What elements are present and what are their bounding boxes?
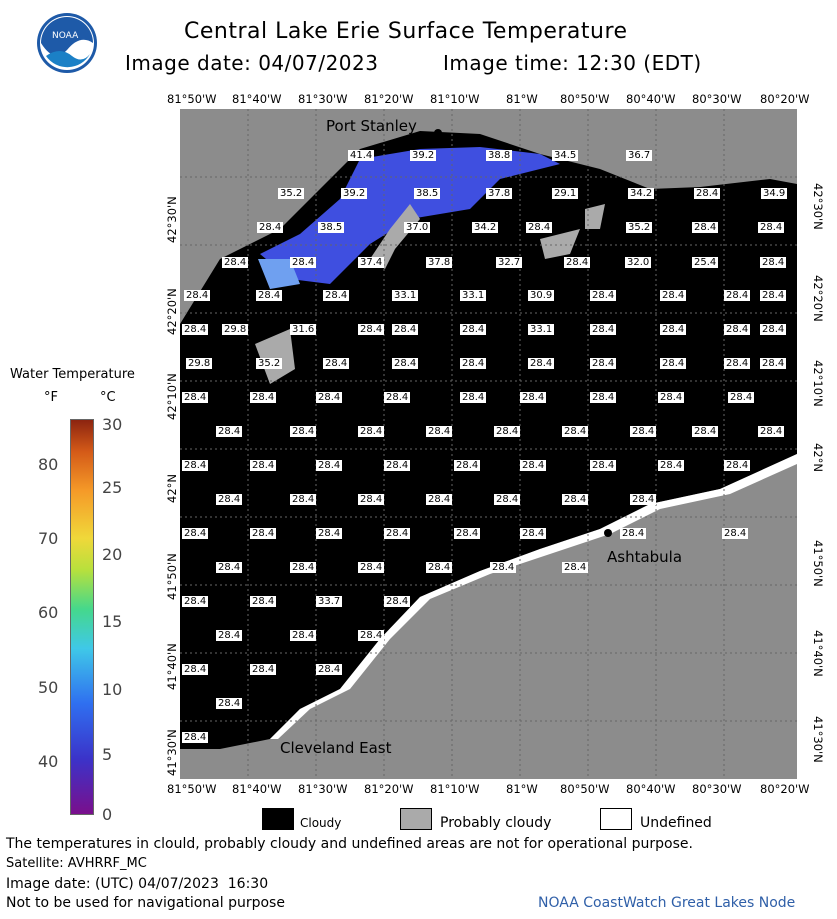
temperature-label: 28.4 <box>662 324 685 335</box>
temp-scale-title: Water Temperature <box>10 367 135 382</box>
temperature-label: 28.4 <box>632 494 655 505</box>
c-tick-label: 25 <box>102 478 123 497</box>
temperature-label: 28.4 <box>252 528 275 539</box>
temperature-label: 28.4 <box>724 528 747 539</box>
temperature-label: 28.4 <box>592 290 615 301</box>
temperature-label: 28.4 <box>496 494 519 505</box>
temperature-label: 28.4 <box>592 324 615 335</box>
temperature-label: 28.4 <box>184 664 207 675</box>
temperature-label: 28.4 <box>726 460 749 471</box>
lon-label-top: 81°40'W <box>232 92 282 106</box>
lon-label-bottom: 80°40'W <box>626 782 676 796</box>
lon-label-bottom: 81°30'W <box>298 782 348 796</box>
temperature-label: 28.4 <box>428 494 451 505</box>
lon-label-top: 80°50'W <box>560 92 610 106</box>
temperature-label: 28.4 <box>184 392 207 403</box>
lon-label-top: 81°10'W <box>430 92 480 106</box>
temperature-label: 28.4 <box>258 290 281 301</box>
temperature-label: 28.4 <box>218 562 241 573</box>
temperature-label: 29.8 <box>224 324 247 335</box>
lat-label-left: 41°40'N <box>165 643 179 690</box>
temperature-label: 28.4 <box>184 528 207 539</box>
lat-label-right: 42°20'N <box>811 275 825 322</box>
temperature-label: 28.4 <box>325 358 348 369</box>
temperature-label: 28.4 <box>252 596 275 607</box>
lon-label-bottom: 80°50'W <box>560 782 610 796</box>
c-tick-label: 15 <box>102 612 123 631</box>
lon-label-bottom: 81°W <box>506 782 538 796</box>
temperature-label: 28.4 <box>218 698 241 709</box>
lat-label-left: 41°50'N <box>165 553 179 600</box>
f-tick-label: 60 <box>38 603 59 622</box>
temperature-label: 31.6 <box>292 324 315 335</box>
lat-label-right: 41°50'N <box>811 540 825 587</box>
temperature-label: 36.7 <box>628 150 651 161</box>
temperature-label: 32.7 <box>498 257 521 268</box>
temperature-label: 28.4 <box>522 460 545 471</box>
temperature-label: 28.4 <box>218 630 241 641</box>
temperature-label: 28.4 <box>292 562 315 573</box>
temperature-label: 28.4 <box>726 290 749 301</box>
temperature-label: 28.4 <box>360 426 383 437</box>
temperature-label: 37.0 <box>406 222 429 233</box>
temperature-label: 28.4 <box>492 562 515 573</box>
temperature-label: 28.4 <box>224 257 247 268</box>
temperature-label: 28.4 <box>259 222 282 233</box>
legend-cloudy-swatch <box>262 808 294 830</box>
c-tick-label: 20 <box>102 545 123 564</box>
lon-label-top: 81°W <box>506 92 538 106</box>
temperature-label: 28.4 <box>318 664 341 675</box>
legend-cloudy-label: Cloudy <box>300 816 342 830</box>
lon-label-top: 81°20'W <box>364 92 414 106</box>
temperature-label: 28.4 <box>694 426 717 437</box>
temperature-label: 28.4 <box>696 188 719 199</box>
temperature-label: 28.4 <box>386 392 409 403</box>
temperature-label: 34.2 <box>474 222 497 233</box>
temperature-label: 28.4 <box>622 528 645 539</box>
temperature-label: 34.9 <box>763 188 786 199</box>
temperature-label: 32.0 <box>627 257 650 268</box>
lon-label-bottom: 80°30'W <box>692 782 742 796</box>
c-tick-label: 5 <box>102 745 113 764</box>
footer-satellite: Satellite: AVHRRF_MC <box>6 856 147 871</box>
temperature-label: 28.4 <box>662 290 685 301</box>
temperature-label: 29.8 <box>188 358 211 369</box>
temperature-label: 28.4 <box>325 290 348 301</box>
f-tick-label: 40 <box>38 752 59 771</box>
place-ashtabula: Ashtabula <box>607 548 683 566</box>
temperature-label: 33.1 <box>462 290 485 301</box>
temperature-label: 28.4 <box>292 426 315 437</box>
temperature-label: 28.4 <box>566 257 589 268</box>
temperature-label: 28.4 <box>662 358 685 369</box>
lat-label-left: 42°20'N <box>165 288 179 335</box>
footer-utc-date: Image date: (UTC) 04/07/2023 16:30 <box>6 876 269 892</box>
lon-label-top: 80°20'W <box>760 92 810 106</box>
lat-label-right: 42°30'N <box>811 183 825 230</box>
temperature-label: 28.4 <box>360 562 383 573</box>
temperature-label: 28.4 <box>528 222 551 233</box>
temperature-label: 28.4 <box>762 358 785 369</box>
lon-label-bottom: 81°50'W <box>167 782 217 796</box>
lat-label-right: 42°10'N <box>811 360 825 407</box>
lon-label-bottom: 80°20'W <box>760 782 810 796</box>
f-tick-label: 50 <box>38 678 59 697</box>
temperature-label: 35.2 <box>628 222 651 233</box>
lat-label-right: 41°30'N <box>811 716 825 763</box>
temperature-label: 33.1 <box>530 324 553 335</box>
temperature-label: 28.4 <box>184 460 207 471</box>
legend-probably-cloudy-swatch <box>400 808 432 830</box>
temperature-label: 28.4 <box>386 528 409 539</box>
temperature-label: 28.4 <box>428 426 451 437</box>
lon-label-top: 80°40'W <box>626 92 676 106</box>
temperature-label: 28.4 <box>762 257 785 268</box>
lon-label-bottom: 81°20'W <box>364 782 414 796</box>
lat-label-left: 41°30'N <box>165 729 179 776</box>
temperature-label: 28.4 <box>252 460 275 471</box>
temperature-label: 28.4 <box>760 426 783 437</box>
temperature-label: 28.4 <box>292 630 315 641</box>
temperature-label: 35.2 <box>258 358 281 369</box>
temperature-label: 28.4 <box>530 358 553 369</box>
temperature-label: 39.2 <box>343 188 366 199</box>
legend-probably-cloudy-label: Probably cloudy <box>440 815 552 831</box>
temperature-label: 41.4 <box>350 150 373 161</box>
temperature-label: 34.5 <box>554 150 577 161</box>
temperature-label: 28.4 <box>456 528 479 539</box>
temp-color-bar <box>70 419 94 815</box>
temperature-label: 28.4 <box>386 596 409 607</box>
temperature-label: 37.8 <box>488 188 511 199</box>
c-tick-label: 0 <box>102 805 113 824</box>
temperature-labels <box>180 109 797 779</box>
temperature-label: 28.4 <box>218 426 241 437</box>
image-time: Image time: 12:30 (EDT) <box>443 51 702 75</box>
lon-label-bottom: 81°10'W <box>430 782 480 796</box>
noaa-logo <box>36 12 98 74</box>
footer-credit: NOAA CoastWatch Great Lakes Node <box>538 895 796 911</box>
f-tick-label: 80 <box>38 455 59 474</box>
temperature-label: 37.4 <box>360 257 383 268</box>
temperature-label: 28.4 <box>632 426 655 437</box>
temperature-label: 33.7 <box>318 596 341 607</box>
temperature-label: 28.4 <box>762 324 785 335</box>
temperature-label: 28.4 <box>660 460 683 471</box>
temperature-label: 28.4 <box>592 392 615 403</box>
temperature-label: 28.4 <box>762 290 785 301</box>
f-tick-label: 70 <box>38 529 59 548</box>
temperature-label: 38.8 <box>488 150 511 161</box>
temperature-label: 28.4 <box>726 324 749 335</box>
temperature-label: 28.4 <box>252 664 275 675</box>
temperature-label: 28.4 <box>564 562 587 573</box>
temperature-label: 28.4 <box>186 290 209 301</box>
c-tick-label: 30 <box>102 415 123 434</box>
temperature-label: 28.4 <box>564 426 587 437</box>
lat-label-right: 42°N <box>811 443 825 472</box>
temperature-label: 28.4 <box>462 392 485 403</box>
temperature-label: 28.4 <box>592 358 615 369</box>
temperature-label: 28.4 <box>730 392 753 403</box>
temperature-label: 28.4 <box>292 494 315 505</box>
lon-label-top: 81°50'W <box>167 92 217 106</box>
temperature-label: 25.4 <box>694 257 717 268</box>
lon-label-top: 81°30'W <box>298 92 348 106</box>
temperature-label: 28.4 <box>456 460 479 471</box>
lat-label-left: 42°30'N <box>165 196 179 243</box>
legend-undefined-label: Undefined <box>640 815 712 831</box>
lat-label-left: 42°10'N <box>165 373 179 420</box>
lon-label-top: 80°30'W <box>692 92 742 106</box>
temperature-label: 28.4 <box>660 392 683 403</box>
temperature-label: 28.4 <box>318 528 341 539</box>
legend-undefined-swatch <box>600 808 632 830</box>
footer-disclaimer: The temperatures in clould, probably cloudy and undefined areas are not for operational purpose. <box>6 836 693 852</box>
temperature-label: 28.4 <box>184 596 207 607</box>
temperature-label: 28.4 <box>760 222 783 233</box>
lat-label-right: 41°40'N <box>811 630 825 677</box>
temperature-label: 28.4 <box>462 358 485 369</box>
page-title: Central Lake Erie Surface Temperature <box>184 19 628 44</box>
temperature-label: 29.1 <box>554 188 577 199</box>
temperature-label: 33.1 <box>394 290 417 301</box>
temperature-label: 28.4 <box>522 392 545 403</box>
temperature-label: 28.4 <box>252 392 275 403</box>
lat-label-left: 42°N <box>165 474 179 503</box>
temperature-label: 28.4 <box>318 460 341 471</box>
temperature-label: 38.5 <box>416 188 439 199</box>
temperature-label: 28.4 <box>360 324 383 335</box>
place-cleveland-east: Cleveland East <box>280 739 392 757</box>
footer-nav-warning: Not to be used for navigational purpose <box>6 895 285 911</box>
temperature-label: 28.4 <box>564 494 587 505</box>
map-frame <box>180 109 797 779</box>
temperature-label: 28.4 <box>592 460 615 471</box>
image-date: Image date: 04/07/2023 <box>125 51 379 75</box>
c-tick-label: 10 <box>102 680 123 699</box>
temperature-label: 28.4 <box>360 630 383 641</box>
temperature-label: 35.2 <box>280 188 303 199</box>
temperature-label: 28.4 <box>184 324 207 335</box>
temperature-label: 34.2 <box>630 188 653 199</box>
temperature-label: 37.8 <box>428 257 451 268</box>
temperature-label: 30.9 <box>530 290 553 301</box>
place-port-stanley: Port Stanley <box>326 117 417 135</box>
temperature-label: 28.4 <box>694 222 717 233</box>
temperature-label: 28.4 <box>218 494 241 505</box>
temperature-label: 28.4 <box>428 562 451 573</box>
temperature-label: 28.4 <box>394 324 417 335</box>
temperature-label: 28.4 <box>522 528 545 539</box>
temperature-label: 28.4 <box>386 460 409 471</box>
unit-f: °F <box>44 390 58 405</box>
temperature-label: 38.5 <box>320 222 343 233</box>
logo-text: NOAA <box>52 31 79 41</box>
temperature-label: 39.2 <box>412 150 435 161</box>
temperature-label: 28.4 <box>184 732 207 743</box>
temperature-label: 28.4 <box>726 358 749 369</box>
temperature-label: 28.4 <box>318 392 341 403</box>
temperature-label: 28.4 <box>360 494 383 505</box>
lon-label-bottom: 81°40'W <box>232 782 282 796</box>
temperature-label: 28.4 <box>292 257 315 268</box>
unit-c: °C <box>100 390 116 405</box>
temperature-label: 28.4 <box>394 358 417 369</box>
temperature-label: 28.4 <box>462 324 485 335</box>
temperature-label: 28.4 <box>496 426 519 437</box>
